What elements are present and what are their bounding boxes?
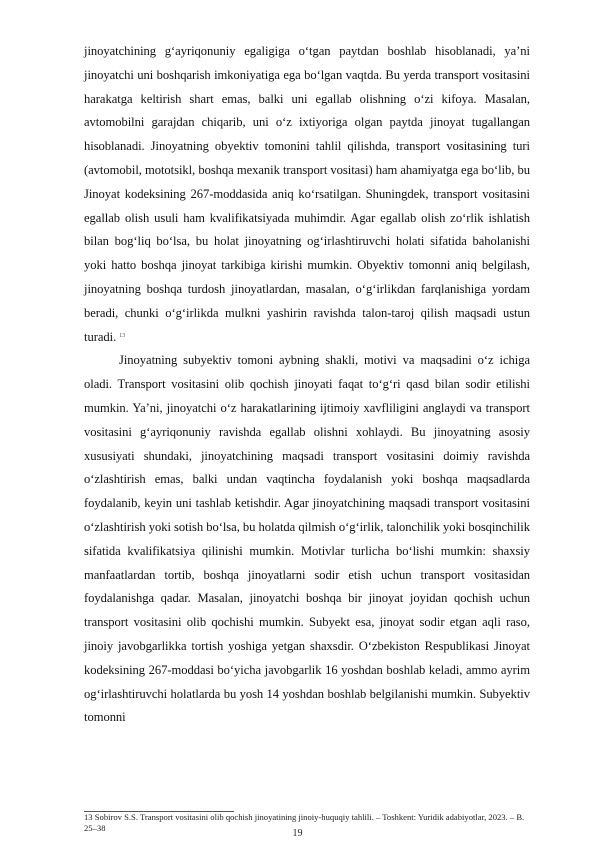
body-text (84, 40, 530, 730)
paragraph-subjective-side (84, 349, 530, 730)
paragraph-objective-side (84, 40, 530, 349)
footnote: 13 Sobirov S.S. Transport vositasini olib qochish jinoyatining jinoiy-huquqiy tahlili. – Toshkent: Yuridik adabiyotlar, 2023. – B. 25–38 (84, 812, 525, 833)
footnote-reference[interactable]: 13 (119, 332, 126, 339)
page-number: 19 (292, 828, 303, 839)
paragraph-text: Jinoyatning subyektiv tomoni aybning shakli, motivi va maqsadini o‘z ichiga oladi. Transport vositasini olib qochish jinoyati faqat to‘g‘ri qasd bilan sodir etilishi mumkin. Ya’ni, jinoyatchi o‘z harakatlarining ijtimoiy xavfliligini anglaydi va transport vositasini g‘ayriqonuniy ravishda egallab olishni xohlaydi. Bu jinoyatning asosiy xususiyati shundaki, jinoyatchining maqsadi transport vositasini doimiy ravishda o‘zlashtirish emas, balki undan vaqtincha foydalanish yoki boshqa maqsadlarda foydalanib, keyin uni tashlab ketishdir. Agar jinoyatchining maqsadi transport vositasini o‘zlashtirish yoki sotish bo‘lsa, bu holatda qilmish o‘g‘irlik, talonchilik yoki bosqinchilik sifatida kvalifikatsiya qilinishi mumkin. Motivlar turlicha bo‘lishi mumkin: shaxsiy manfaatlardan tortib, boshqa jinoyatlarni sodir etish uchun transport vositasidan foydalanishga qadar. Masalan, jinoyatchi boshqa bir jinoyat joyidan qochish uchun transport vositasini olib qochishi mumkin. Subyekt esa, jinoyat sodir etgan aqli raso, jinoiy javobgarlikka tortish yoshiga yetgan shaxsdir. O‘zbekiston Respublikasi Jinoyat kodeksining 267-moddasi bo‘yicha javobgarlik 16 yoshdan boshlab keladi, ammo ayrim og‘irlashtiruvchi holatlarda bu yosh 14 yoshdan boshlab belgilanishi mumkin. Subyektiv tomonni (84, 353, 530, 725)
paragraph-text: jinoyatchining g‘ayriqonuniy egaligiga o‘tgan paytdan boshlab hisoblanadi, ya’ni jinoyatchi uni boshqarish imkoniyatiga ega bo‘lgan vaqtda. Bu yerda transport vositasini harakatga keltirish shart emas, balki uni egallab olishning o‘zi kifoya. Masalan, avtomobilni garajdan chiqarib, uni o‘z ixtiyoriga olgan paytda jinoyat tugallangan hisoblanadi. Jinoyatning obyektiv tomonini tahlil qilishda, transport vositasining turi (avtomobil, mototsikl, boshqa mexanik transport vositasi) ham ahamiyatga ega bo‘lib, bu Jinoyat kodeksining 267-moddasida aniq ko‘rsatilgan. Shuningdek, transport vositasini egallab olish usuli ham kvalifikatsiyada muhimdir. Agar egallab olish zo‘rlik ishlatish bilan bog‘liq bo‘lsa, bu holat jinoyatning og‘irlashtiruvchi holati sifatida baholanishi yoki hatto boshqa jinoyat tarkibiga kirishi mumkin. Obyektiv tomonni aniq belgilash, jinoyatning boshqa turdosh jinoyatlardan, masalan, o‘g‘irlikdan farqlanishiga yordam beradi, chunki o‘g‘irlikda mulkni yashirin ravishda talon-taroj qilish maqsadi ustun turadi. (84, 44, 530, 344)
